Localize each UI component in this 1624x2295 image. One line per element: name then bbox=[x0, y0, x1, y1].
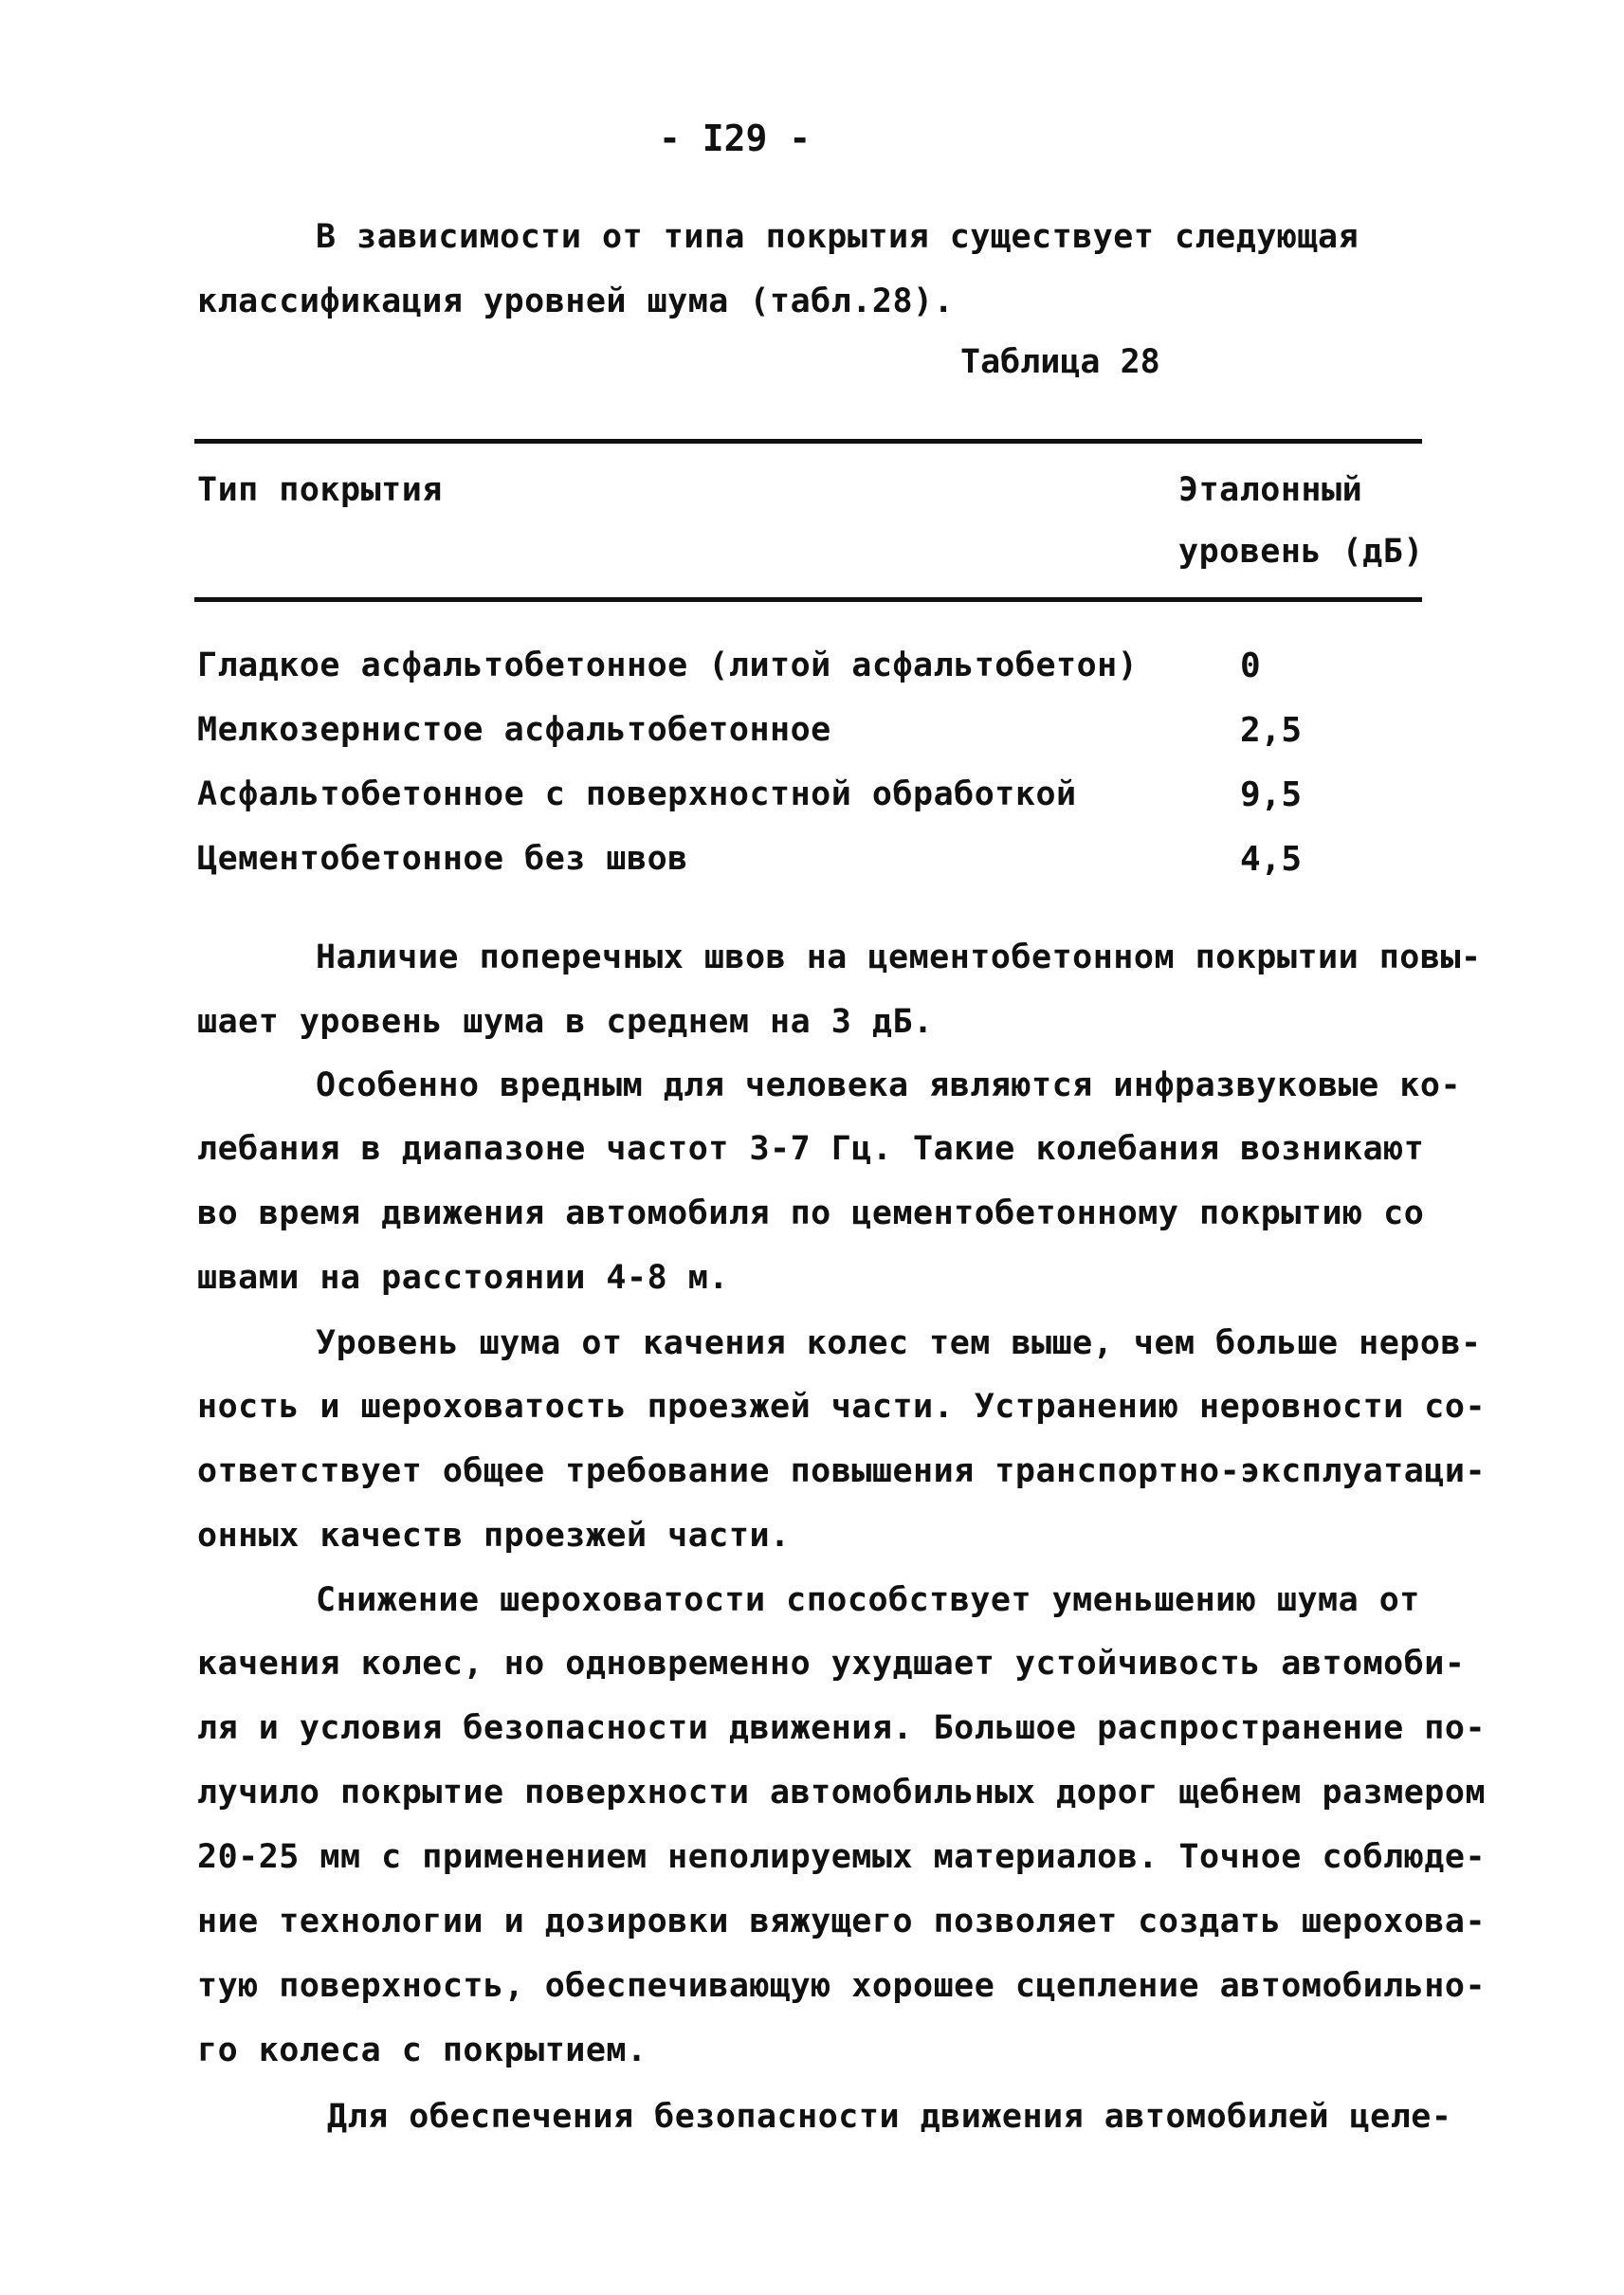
table-header-level: Эталонный bbox=[1178, 471, 1363, 509]
table-caption: Таблица 28 bbox=[960, 343, 1160, 381]
paragraph-line: ность и шероховатость проезжей части. Устранению неровности со- bbox=[197, 1388, 1487, 1426]
paragraph-line: Для обеспечения безопасности движения автомобилей целе- bbox=[327, 2098, 1452, 2136]
paragraph-line: швами на расстоянии 4-8 м. bbox=[197, 1259, 729, 1297]
table-header-type: Тип покрытия bbox=[197, 471, 443, 509]
intro-line: классификация уровней шума (табл.28). bbox=[197, 282, 955, 320]
paragraph-line: го колеса с покрытием. bbox=[197, 2031, 648, 2069]
table-row-type: Гладкое асфальтобетонное (литой асфальтобетон) bbox=[197, 647, 1139, 684]
paragraph-line: ответствует общее требование повышения транспортно-эксплуатаци- bbox=[197, 1452, 1487, 1490]
paragraph-line: Особенно вредным для человека являются инфразвуковые ко- bbox=[316, 1066, 1462, 1104]
paragraph-line: лучило покрытие поверхности автомобильных дорог щебнем размером bbox=[197, 1774, 1487, 1812]
paragraph-line: лебания в диапазоне частот 3-7 Гц. Такие колебания возникают bbox=[197, 1130, 1425, 1168]
paragraph-line: Уровень шума от качения колес тем выше, чем больше неров- bbox=[316, 1324, 1482, 1362]
page-number: - I29 - bbox=[659, 118, 812, 159]
paragraph-line: Наличие поперечных швов на цементобетонном покрытии повы- bbox=[316, 938, 1482, 976]
table-row-level: 9,5 bbox=[1240, 775, 1303, 814]
paragraph-line: онных качеств проезжей части. bbox=[197, 1517, 791, 1555]
paragraph-line: во время движения автомобиля по цементобетонному покрытию со bbox=[197, 1194, 1425, 1232]
table-row-level: 2,5 bbox=[1240, 711, 1303, 750]
paragraph-line: Снижение шероховатости способствует уменьшению шума от bbox=[316, 1581, 1420, 1619]
table-row-type: Мелкозернистое асфальтобетонное bbox=[197, 711, 831, 749]
table-row-type: Асфальтобетонное с поверхностной обработкой bbox=[197, 775, 1077, 813]
table-header-level: уровень (дБ) bbox=[1178, 533, 1424, 571]
paragraph-line: шает уровень шума в среднем на 3 дБ. bbox=[197, 1003, 934, 1041]
table-row-level: 4,5 bbox=[1240, 840, 1303, 879]
table-top-rule bbox=[194, 439, 1422, 444]
table-row-type: Цементобетонное без швов bbox=[197, 840, 688, 878]
paragraph-line: тую поверхность, обеспечивающую хорошее сцепление автомобильно- bbox=[197, 1967, 1487, 2005]
table-row-level: 0 bbox=[1240, 647, 1261, 685]
paragraph-line: ля и условия безопасности движения. Большое распространение по- bbox=[197, 1709, 1487, 1747]
table-header-rule bbox=[194, 597, 1422, 602]
paragraph-line: качения колес, но одновременно ухудшает устойчивость автомоби- bbox=[197, 1645, 1466, 1683]
paragraph-line: 20-25 мм с применением неполируемых материалов. Точное соблюде- bbox=[197, 1838, 1487, 1876]
intro-line: В зависимости от типа покрытия существует следующая bbox=[316, 218, 1359, 256]
paragraph-line: ние технологии и дозировки вяжущего позволяет создать шерохова- bbox=[197, 1903, 1487, 1940]
